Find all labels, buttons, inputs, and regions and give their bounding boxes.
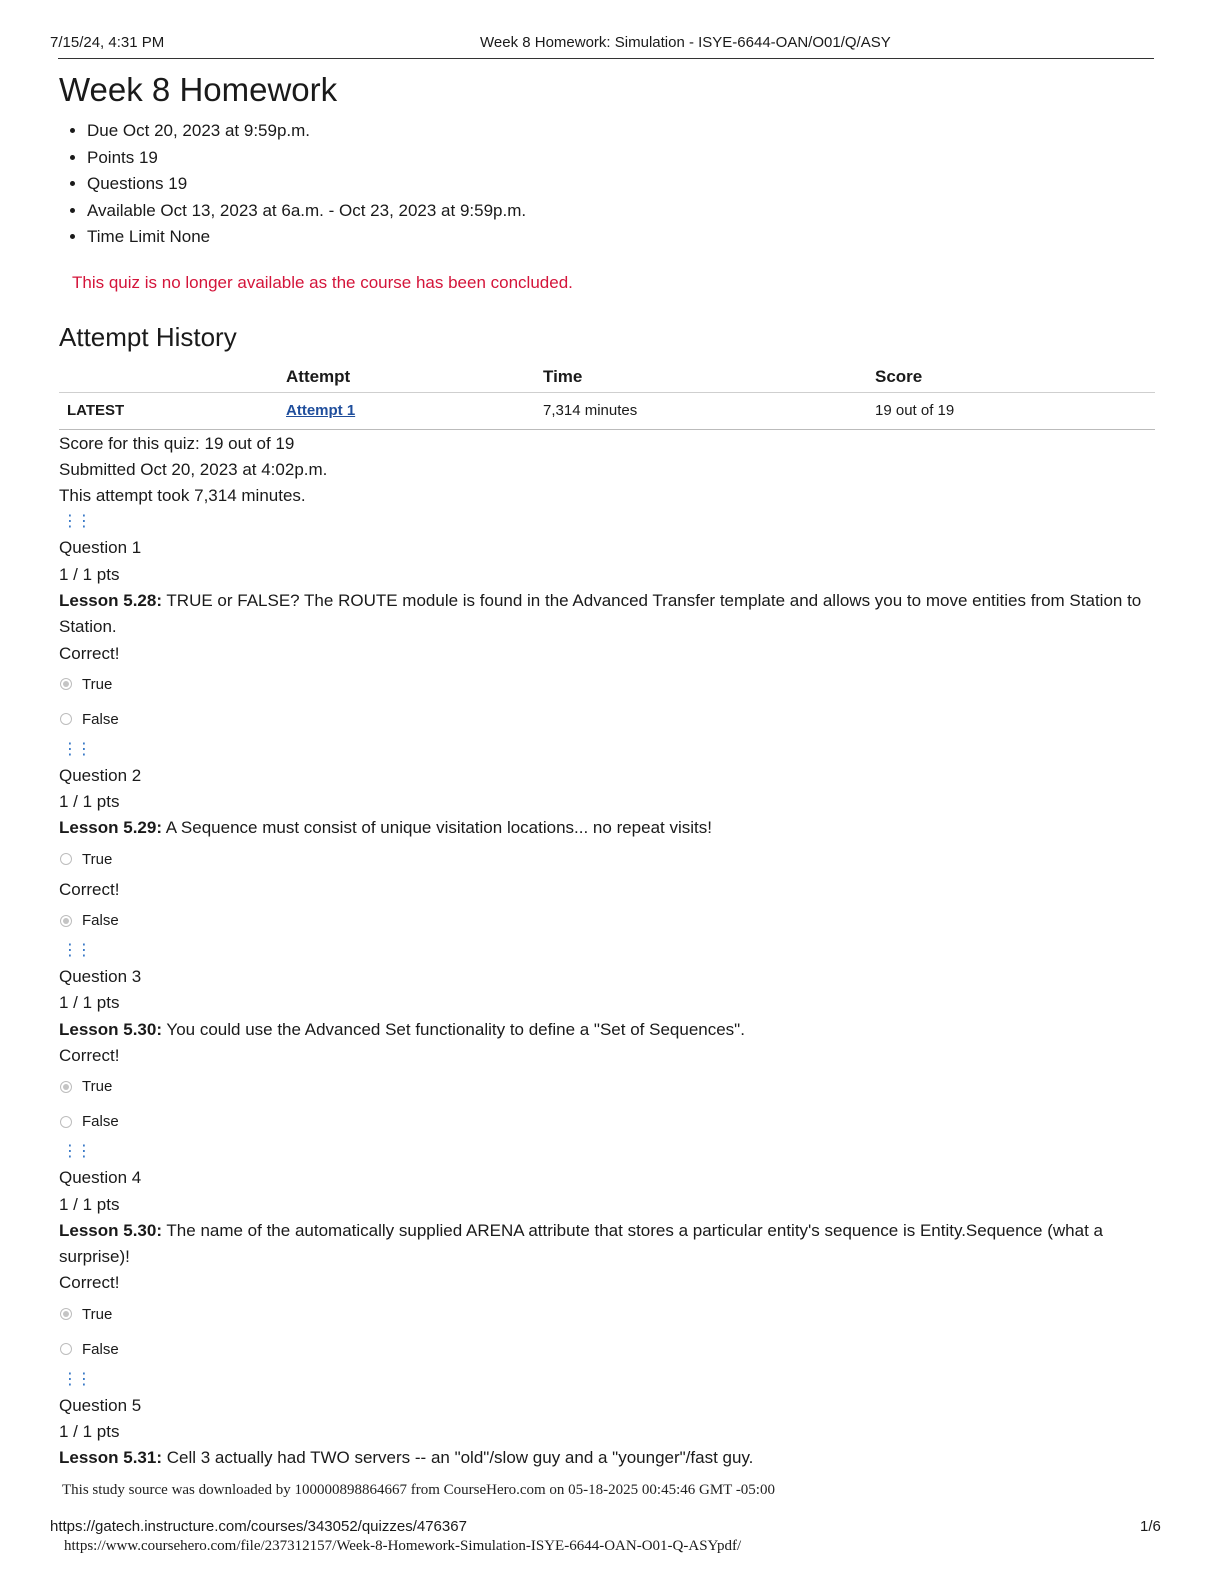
quiz-questions-count: • Questions 19 <box>87 171 1155 198</box>
header-divider <box>58 58 1154 59</box>
radio-selected-icon[interactable] <box>60 1308 72 1320</box>
attempt-time: 7,314 minutes <box>543 392 875 429</box>
lesson-label: Lesson 5.31: <box>59 1448 162 1468</box>
answer-label: True <box>82 1305 113 1323</box>
quiz-score: Score for this quiz: 19 out of 19 <box>59 433 295 453</box>
drag-handle-icon[interactable]: ⋮⋮ <box>62 513 90 531</box>
answer-label: False <box>82 1340 119 1358</box>
question-points: 1 / 1 pts <box>59 792 120 812</box>
drag-handle-icon[interactable]: ⋮⋮ <box>62 1143 90 1161</box>
question-title: Question 4 <box>59 1168 142 1188</box>
table-header-row <box>59 362 1155 393</box>
latest-label: LATEST <box>59 392 286 429</box>
question-1 <box>59 509 1155 736</box>
answer-label: True <box>82 850 113 868</box>
download-source-note: This study source was downloaded by 100000898864667 from CourseHero.com on 05-18-2025 00:45:46 GMT -05:00 <box>62 1482 775 1498</box>
correct-indicator: Correct! <box>59 1273 120 1293</box>
question-points: 1 / 1 pts <box>59 1422 120 1442</box>
radio-selected-icon[interactable] <box>60 915 72 927</box>
question-title: Question 5 <box>59 1395 142 1415</box>
question-body: Cell 3 actually had TWO servers -- an "old"/slow guy and a "younger"/fast guy. <box>166 1448 754 1468</box>
quiz-unavailable-notice: This quiz is no longer available as the course has been concluded. <box>72 272 573 292</box>
attempt-duration: This attempt took 7,314 minutes. <box>59 486 306 506</box>
lesson-label: Lesson 5.30: <box>59 1019 162 1039</box>
answer-label: False <box>82 1113 119 1131</box>
answer-option-true[interactable] <box>59 842 1155 877</box>
answer-label: True <box>82 1078 113 1096</box>
column-header-score: Score <box>875 362 1155 393</box>
drag-handle-icon[interactable]: ⋮⋮ <box>62 1370 90 1388</box>
question-text <box>59 815 1155 841</box>
radio-icon[interactable] <box>60 853 72 865</box>
drag-handle-icon[interactable]: ⋮⋮ <box>62 740 90 758</box>
print-page-title: Week 8 Homework: Simulation - ISYE-6644-OAN/O01/Q/ASY <box>480 34 891 51</box>
answer-option-false[interactable] <box>59 1104 1155 1139</box>
source-url: https://www.coursehero.com/file/237312157/Week-8-Homework-Simulation-ISYE-6644-OAN-O01-Q-ASYpdf/ <box>64 1538 742 1554</box>
answer-option-false[interactable] <box>59 1332 1155 1367</box>
column-header-time: Time <box>543 362 875 393</box>
lesson-label: Lesson 5.28: <box>59 590 162 610</box>
attempt-history-table <box>59 362 1155 430</box>
quiz-due: • Due Oct 20, 2023 at 9:59p.m. <box>87 118 1155 145</box>
quiz-points: • Points 19 <box>87 145 1155 172</box>
question-body: A Sequence must consist of unique visitation locations... no repeat visits! <box>165 818 712 838</box>
correct-indicator: Correct! <box>59 1045 120 1065</box>
drag-handle-icon[interactable]: ⋮⋮ <box>62 942 90 960</box>
question-text <box>59 1017 1155 1043</box>
attempt-score: 19 out of 19 <box>875 392 1155 429</box>
question-points: 1 / 1 pts <box>59 564 120 584</box>
answer-label: False <box>82 912 119 930</box>
question-2 <box>59 737 1155 938</box>
quiz-title: Week 8 Homework <box>59 71 338 108</box>
column-header-blank <box>59 362 286 393</box>
radio-icon[interactable] <box>60 1116 72 1128</box>
column-header-attempt: Attempt <box>286 362 543 393</box>
page-number: 1/6 <box>1140 1518 1161 1535</box>
question-text <box>59 588 1155 641</box>
radio-icon[interactable] <box>60 1343 72 1355</box>
answer-option-false[interactable] <box>59 702 1155 737</box>
answer-label: False <box>82 710 119 728</box>
page-url: https://gatech.instructure.com/courses/343052/quizzes/476367 <box>50 1518 467 1535</box>
question-4 <box>59 1139 1155 1366</box>
quiz-content <box>59 68 1155 1472</box>
lesson-label: Lesson 5.29: <box>59 818 162 838</box>
answer-option-true[interactable] <box>59 1297 1155 1332</box>
answer-option-true[interactable] <box>59 667 1155 702</box>
question-body: The name of the automatically supplied ARENA attribute that stores a particular entity's sequence is Entity.Sequence (what a surprise)! <box>59 1220 1103 1267</box>
radio-selected-icon[interactable] <box>60 1081 72 1093</box>
attempt-1-link[interactable]: Attempt 1 <box>286 402 356 419</box>
radio-icon[interactable] <box>60 713 72 725</box>
question-points: 1 / 1 pts <box>59 993 120 1013</box>
print-datetime: 7/15/24, 4:31 PM <box>50 34 165 51</box>
question-5 <box>59 1367 1155 1472</box>
lesson-label: Lesson 5.30: <box>59 1220 162 1240</box>
quiz-time-limit: • Time Limit None <box>87 224 1155 251</box>
correct-indicator: Correct! <box>59 879 120 899</box>
attempt-history-heading: Attempt History <box>59 321 237 352</box>
submitted-time: Submitted Oct 20, 2023 at 4:02p.m. <box>59 459 328 479</box>
question-3 <box>59 938 1155 1139</box>
table-row <box>59 392 1155 429</box>
correct-indicator: Correct! <box>59 643 120 663</box>
question-body: You could use the Advanced Set functionality to define a "Set of Sequences". <box>166 1019 745 1039</box>
question-text <box>59 1445 1155 1471</box>
question-title: Question 1 <box>59 538 142 558</box>
quiz-availability: • Available Oct 13, 2023 at 6a.m. - Oct 23, 2023 at 9:59p.m. <box>87 198 1155 225</box>
answer-option-false[interactable] <box>59 903 1155 938</box>
question-title: Question 2 <box>59 765 142 785</box>
quiz-details <box>59 118 1155 251</box>
question-body: TRUE or FALSE? The ROUTE module is found in the Advanced Transfer template and allows you to move entities from Station to Station. <box>59 590 1142 637</box>
answer-option-true[interactable] <box>59 1069 1155 1104</box>
question-text <box>59 1218 1155 1271</box>
question-title: Question 3 <box>59 967 142 987</box>
answer-label: True <box>82 675 113 693</box>
radio-selected-icon[interactable] <box>60 678 72 690</box>
question-points: 1 / 1 pts <box>59 1194 120 1214</box>
